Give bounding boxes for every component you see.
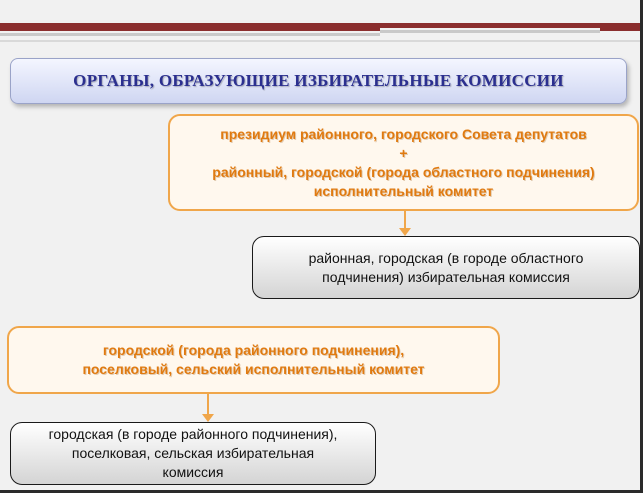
commission-box-district-city xyxy=(252,236,640,299)
commission-line: подчинения) избирательная комиссия xyxy=(322,268,570,285)
down-arrow-icon xyxy=(399,211,411,236)
organ-line: президиум районного, городского Совета депутатов xyxy=(220,125,587,142)
down-arrow-icon xyxy=(202,394,214,422)
organ-line: исполнительный комитет xyxy=(313,182,494,199)
commission-line: районная, городская (в городе областного xyxy=(308,249,584,266)
header-stripe-grey xyxy=(0,33,380,36)
commission-line: комиссия xyxy=(162,464,224,480)
header-stripe-grey xyxy=(380,30,600,33)
header-stripe-thin xyxy=(0,40,640,42)
organ-line: районный, городской (города областного подчинения) xyxy=(212,163,595,180)
organ-line: поселковый, сельский исполнительный комитет xyxy=(82,361,425,377)
header-stripe-segment xyxy=(0,28,380,31)
organ-box-town-village xyxy=(7,326,500,394)
title-banner xyxy=(10,58,627,104)
organ-box-district-city xyxy=(168,114,639,211)
header-stripe-segment xyxy=(600,28,640,31)
commission-line: поселковая, сельская избирательная xyxy=(71,445,315,461)
commission-box-town-village xyxy=(10,422,376,485)
organ-line-plus: + xyxy=(399,144,408,161)
commission-line: городская (в городе районного подчинения), xyxy=(48,426,338,442)
page-title: ОРГАНЫ, ОБРАЗУЮЩИЕ ИЗБИРАТЕЛЬНЫЕ КОМИССИИ xyxy=(73,71,564,90)
organ-line: городской (города районного подчинения), xyxy=(102,342,405,358)
